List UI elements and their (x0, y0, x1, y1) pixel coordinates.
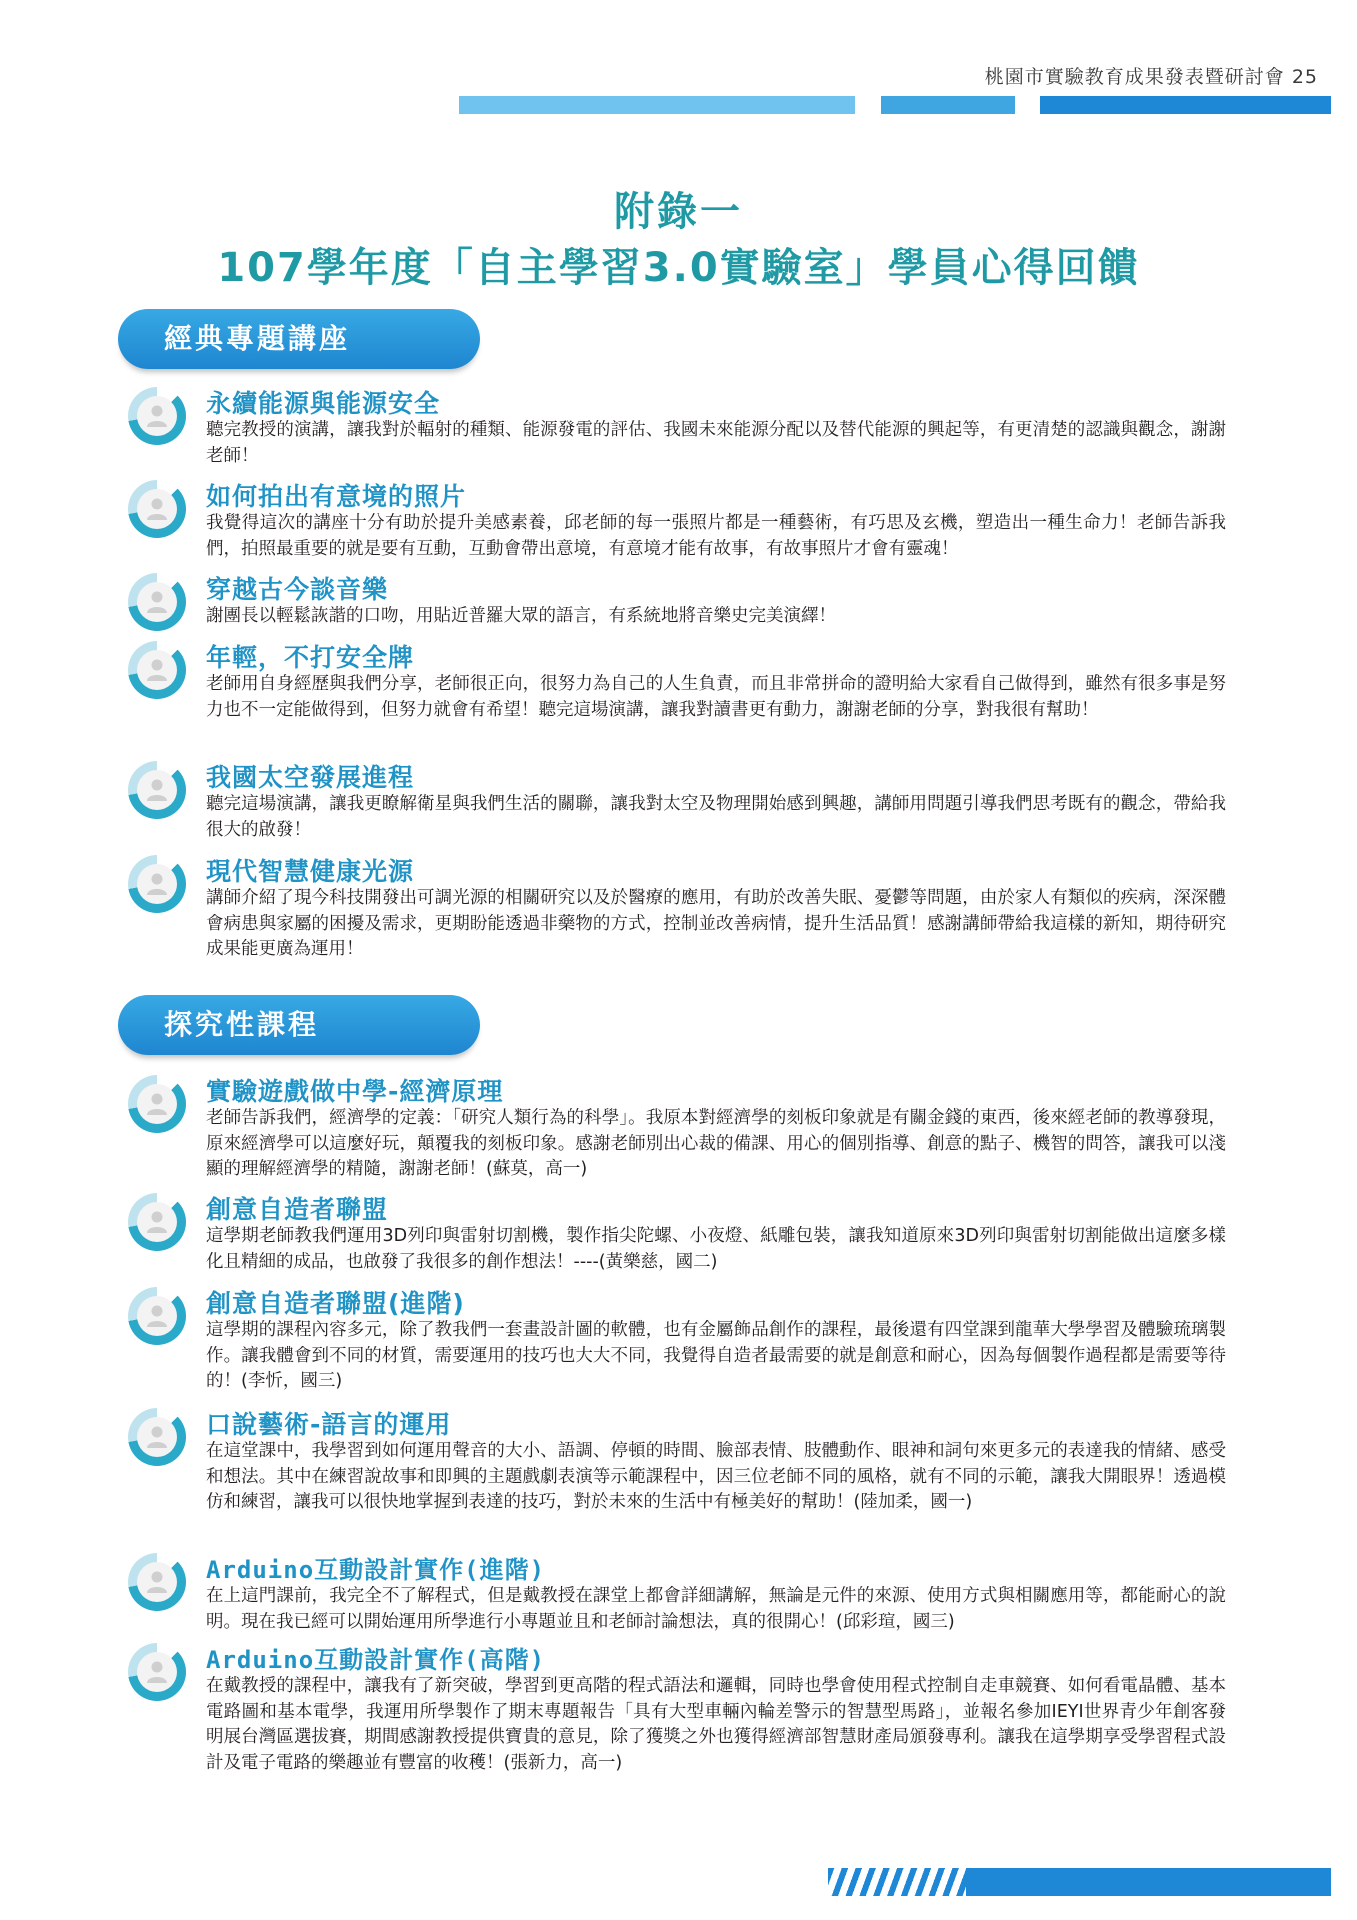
entry-body: 在戴教授的課程中，讓我有了新突破，學習到更高階的程式語法和邏輯，同時也學會使用程式控制自走車競賽、如何看電晶體、基本電路圖和基本電學，我運用所學製作了期末專題報告「具有大型車輛內輪差警示的智慧型馬路」，並報名參加IEYI世界青少年創客發明展台灣區選拔賽，期間感謝教授提供寶貴的意見，除了獲獎之外也獲得經濟部智慧財產局頒發專利。讓我在這學期享受學習程式設計及電子電路的樂趣並有豐富的收穫！(張新力，高一) (206, 1676, 1226, 1773)
entry-title: Arduino互動設計實作(高階) (206, 1646, 546, 1674)
avatar-icon (128, 1643, 186, 1701)
entry-body: 聽完這場演講，讓我更瞭解衛星與我們生活的關聯，讓我對太空及物理開始感到興趣，講師用問題引導我們思考既有的觀念，帶給我很大的啟發！ (206, 794, 1226, 840)
entry-body: 我覺得這次的講座十分有助於提升美感素養，邱老師的每一張照片都是一種藝術，有巧思及玄機，塑造出一種生命力！老師告訴我們，拍照最重要的就是要有互動，互動會帶出意境，有意境才能有故事，有故事照片才會有靈魂！ (206, 513, 1226, 559)
page-title-appendix: 附錄一 (614, 189, 743, 235)
entry-title: 永續能源與能源安全 (206, 389, 441, 418)
entry-body: 講師介紹了現今科技開發出可調光源的相關研究以及於醫療的應用，有助於改善失眠、憂鬱等問題，由於家人有類似的疾病，深深體會病患與家屬的困擾及需求，更期盼能透過非藥物的方式，控制並改善病情，提升生活品質！感謝講師帶給我這樣的新知，期待研究成果能更廣為運用！ (206, 888, 1226, 959)
avatar-icon (128, 761, 186, 819)
entry-body: 這學期的課程內容多元，除了教我們一套畫設計圖的軟體，也有金屬飾品創作的課程，最後還有四堂課到龍華大學學習及體驗琉璃製作。讓我體會到不同的材質，需要運用的技巧也大大不同，我覺得自造者最需要的就是創意和耐心，因為每個製作過程都是需要等待的！(李忻，國三) (206, 1320, 1226, 1391)
avatar-icon (128, 1287, 186, 1345)
entry-title: 實驗遊戲做中學-經濟原理 (206, 1077, 504, 1106)
avatar-icon (128, 573, 186, 631)
entry-body: 老師告訴我們，經濟學的定義：「研究人類行為的科學」。我原本對經濟學的刻板印象就是有關金錢的東西，後來經老師的教導發現，原來經濟學可以這麼好玩，顛覆我的刻板印象。感謝老師別出心裁的備課、用心的個別指導、創意的點子、機智的問答，讓我可以淺顯的理解經濟學的精隨，謝謝老師！(蘇莫，高一) (206, 1108, 1226, 1179)
entry-title: Arduino互動設計實作(進階) (206, 1556, 546, 1584)
avatar-icon (128, 1408, 186, 1466)
entry-title: 我國太空發展進程 (206, 763, 415, 792)
entry-title: 口說藝術-語言的運用 (206, 1410, 452, 1439)
avatar-icon (128, 387, 186, 445)
entry-title: 創意自造者聯盟 (206, 1195, 389, 1224)
section-banner-inquiry: 探究性課程 (118, 995, 480, 1055)
entry-title: 穿越古今談音樂 (206, 575, 389, 604)
entry-body: 在這堂課中，我學習到如何運用聲音的大小、語調、停頓的時間、臉部表情、肢體動作、眼神和詞句來更多元的表達我的情緒、感受和想法。其中在練習說故事和即興的主題戲劇表演等示範課程中，因三位老師不同的風格，就有不同的示範，讓我大開眼界！透過模仿和練習，讓我可以很快地掌握到表達的技巧，對於未來的生活中有極美好的幫助！(陸加柔，國一) (206, 1441, 1226, 1512)
entry-title: 創意自造者聯盟(進階) (206, 1289, 465, 1318)
entry-body: 老師用自身經歷與我們分享，老師很正向，很努力為自己的人生負責，而且非常拼命的證明給大家看自己做得到，雖然有很多事是努力也不一定能做得到，但努力就會有希望！聽完這場演講，讓我對讀書更有動力，謝謝老師的分享，對我很有幫助！ (206, 674, 1226, 720)
avatar-icon (128, 1075, 186, 1133)
avatar-icon (128, 480, 186, 538)
entry-title: 如何拍出有意境的照片 (206, 482, 467, 511)
entry-title: 現代智慧健康光源 (206, 857, 415, 886)
entry-body: 在上這門課前，我完全不了解程式，但是戴教授在課堂上都會詳細講解，無論是元件的來源、使用方式與相關應用等，都能耐心的說明。現在我已經可以開始運用所學進行小專題並且和老師討論想法，真的很開心！(邱彩瑄，國三) (206, 1586, 1226, 1632)
entry-body: 聽完教授的演講，讓我對於輻射的種類、能源發電的評估、我國未來能源分配以及替代能源的興起等，有更清楚的認識與觀念，謝謝老師！ (206, 420, 1226, 466)
entry-title: 年輕，不打安全牌 (206, 643, 415, 672)
footer-bar (966, 1868, 1331, 1896)
avatar-icon (128, 1193, 186, 1251)
running-header: 桃園市實驗教育成果發表暨研討會 25 (984, 66, 1318, 88)
section-banner-lectures: 經典專題講座 (118, 309, 480, 369)
header-bar-light (459, 96, 855, 114)
entry-body: 謝團長以輕鬆詼諧的口吻，用貼近普羅大眾的語言，有系統地將音樂史完美演繹！ (206, 606, 836, 626)
avatar-icon (128, 1553, 186, 1611)
page-title-main: 107學年度「自主學習3.0實驗室」學員心得回饋 (217, 245, 1140, 291)
avatar-icon (128, 641, 186, 699)
avatar-icon (128, 855, 186, 913)
entry-body: 這學期老師教我們運用3D列印與雷射切割機，製作指尖陀螺、小夜燈、紙雕包裝，讓我知道原來3D列印與雷射切割能做出這麼多樣化且精細的成品，也啟發了我很多的創作想法！----(黃樂慈，國二) (206, 1226, 1226, 1272)
header-bar-dark (1040, 96, 1331, 114)
footer-slashes-decoration (828, 1868, 968, 1896)
header-bar-mid (881, 96, 1015, 114)
